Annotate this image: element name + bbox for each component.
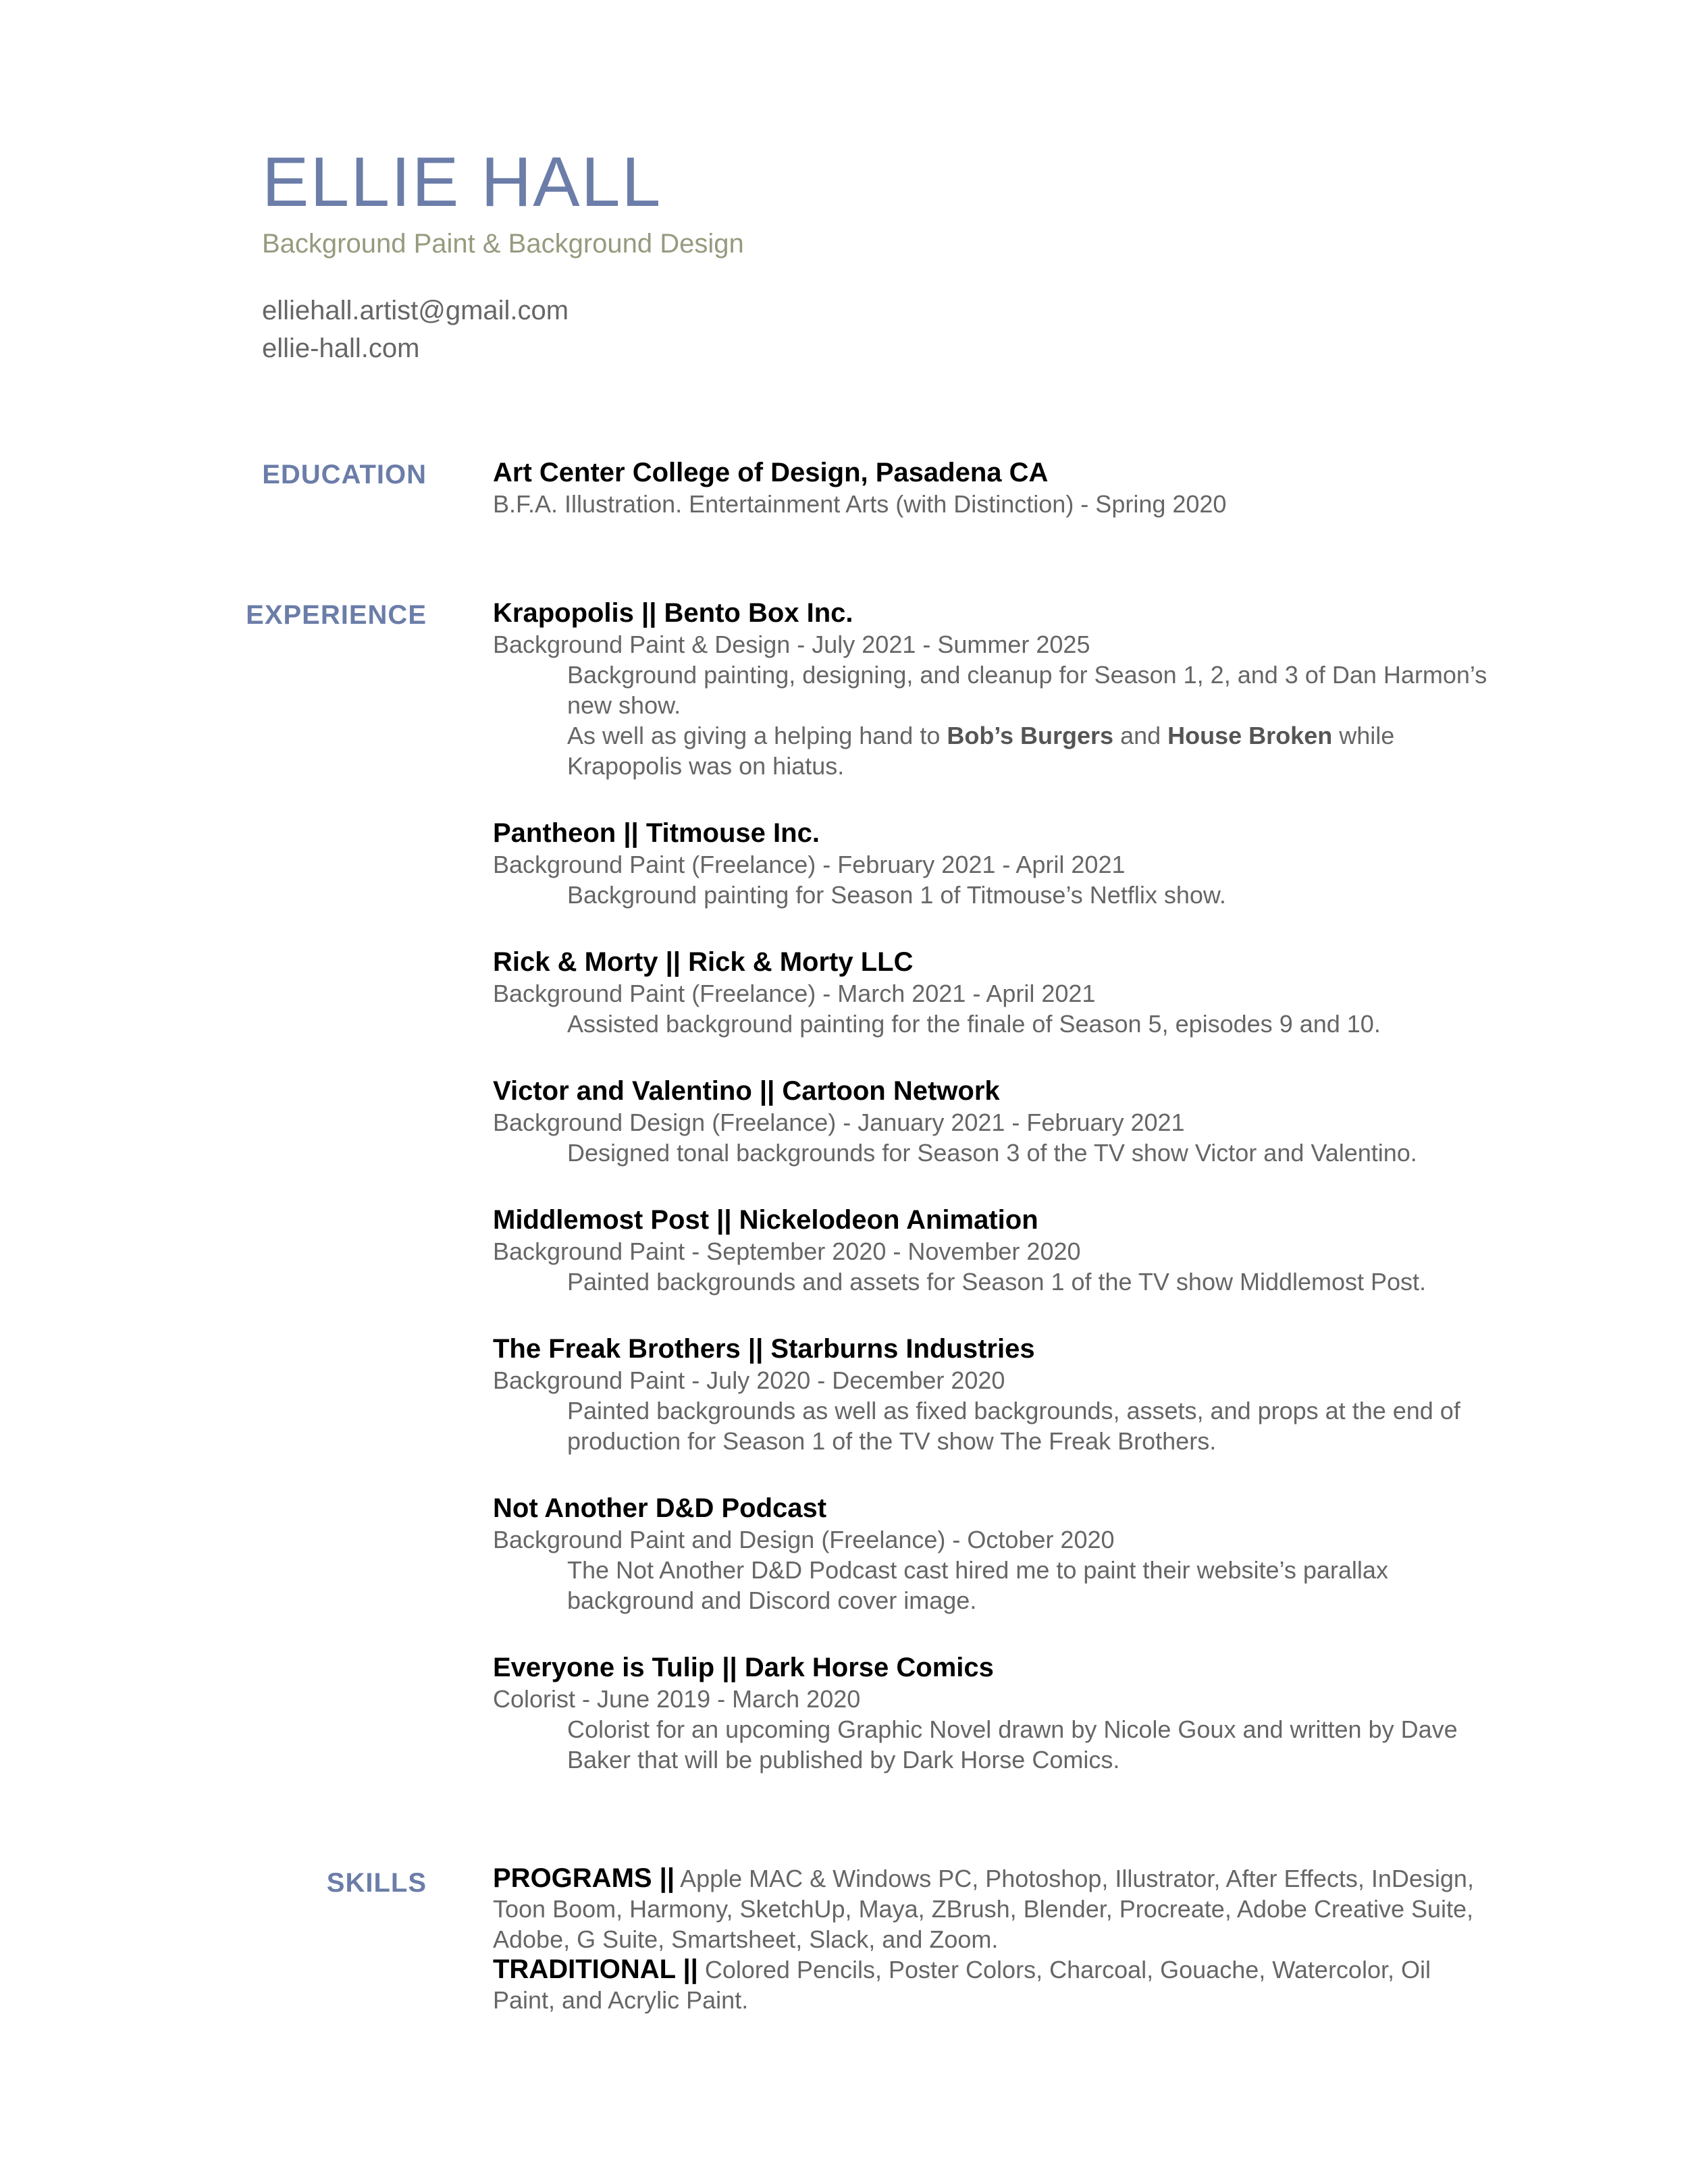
skills-traditional xyxy=(493,1954,1492,2015)
entry-description: Painted backgrounds as well as fixed backgrounds, assets, and props at the end of production for Season 1 of the TV show The Freak Brothers. xyxy=(567,1397,1460,1455)
skills-programs xyxy=(493,1863,1492,1954)
experience-entry xyxy=(493,1333,1506,1456)
entry-description: Designed tonal backgrounds for Season 3 of the TV show Victor and Valentino. xyxy=(567,1139,1417,1167)
website-link[interactable]: ellie-hall.com xyxy=(262,334,420,363)
entry-title: Rick & Morty || Rick & Morty LLC xyxy=(493,947,914,977)
entry-meta: Background Paint (Freelance) - February 2021 - April 2021 xyxy=(493,851,1126,878)
education-school: Art Center College of Design, Pasadena CA xyxy=(493,458,1049,487)
entry-meta: Background Paint and Design (Freelance) - October 2020 xyxy=(493,1526,1115,1553)
resume-subtitle: Background Paint & Background Design xyxy=(262,229,744,259)
experience-entry xyxy=(493,817,1506,910)
entry-title: Not Another D&D Podcast xyxy=(493,1493,827,1523)
education-section xyxy=(493,456,1506,519)
education-heading: EDUCATION xyxy=(262,460,427,489)
entry-description: The Not Another D&D Podcast cast hired me to paint their website’s parallax background and Discord cover image. xyxy=(567,1556,1388,1614)
skills-heading: SKILLS xyxy=(326,1868,427,1898)
desc-text: and xyxy=(1113,722,1168,749)
programs-list: Apple MAC & Windows PC, Photoshop, Illustrator, After Effects, InDesign, Toon Boom, Harmony, SketchUp, Maya, ZBrush, Blender, Procreate, Adobe Creative Suite, Adobe, G Suite, Smartsheet, Slack, and Zoom. xyxy=(493,1865,1474,1953)
email-link[interactable]: elliehall.artist@gmail.com xyxy=(262,296,569,325)
entry-description: Background painting for Season 1 of Titmouse’s Netflix show. xyxy=(567,881,1226,909)
entry-meta: Background Paint - July 2020 - December 2020 xyxy=(493,1366,1005,1394)
education-degree: B.F.A. Illustration. Entertainment Arts (with Distinction) - Spring 2020 xyxy=(493,490,1227,518)
entry-meta: Background Paint - September 2020 - November 2020 xyxy=(493,1237,1081,1265)
traditional-label: TRADITIONAL || xyxy=(493,1954,698,1984)
entry-title: The Freak Brothers || Starburns Industries xyxy=(493,1334,1035,1364)
experience-entry xyxy=(493,1075,1506,1168)
programs-label: PROGRAMS || xyxy=(493,1863,675,1893)
resume-name: ELLIE HALL xyxy=(262,143,662,221)
entry-meta: Background Design (Freelance) - January 2021 - February 2021 xyxy=(493,1109,1185,1136)
entry-description-line xyxy=(567,720,1506,781)
skills-section xyxy=(493,1863,1506,2015)
experience-entry xyxy=(493,1651,1506,1775)
entry-title: Middlemost Post || Nickelodeon Animation xyxy=(493,1205,1038,1235)
entry-title: Victor and Valentino || Cartoon Network xyxy=(493,1076,1000,1106)
entry-description: Colorist for an upcoming Graphic Novel drawn by Nicole Goux and written by Dave Baker that will be published by Dark Horse Comics. xyxy=(567,1715,1458,1774)
entry-description: Assisted background painting for the finale of Season 5, episodes 9 and 10. xyxy=(567,1010,1381,1038)
experience-section xyxy=(493,597,1506,1811)
show-name-house-broken: House Broken xyxy=(1167,722,1333,749)
entry-meta: Colorist - June 2019 - March 2020 xyxy=(493,1685,861,1713)
entry-description-line: Background painting, designing, and cleanup for Season 1, 2, and 3 of Dan Harmon’s new show. xyxy=(567,661,1487,719)
entry-title: Pantheon || Titmouse Inc. xyxy=(493,818,820,848)
contact-block xyxy=(262,292,569,367)
entry-title: Krapopolis || Bento Box Inc. xyxy=(493,598,853,628)
experience-entry xyxy=(493,597,1506,781)
entry-title: Everyone is Tulip || Dark Horse Comics xyxy=(493,1653,994,1682)
traditional-list: Colored Pencils, Poster Colors, Charcoal, Gouache, Watercolor, Oil Paint, and Acrylic Paint. xyxy=(493,1956,1431,2014)
experience-entry xyxy=(493,946,1506,1039)
desc-text: As well as giving a helping hand to xyxy=(567,722,947,749)
experience-heading: EXPERIENCE xyxy=(246,600,427,630)
experience-entry xyxy=(493,1492,1506,1616)
entry-meta: Background Paint (Freelance) - March 2021 - April 2021 xyxy=(493,980,1096,1007)
entry-description: Painted backgrounds and assets for Season 1 of the TV show Middlemost Post. xyxy=(567,1268,1427,1296)
experience-entry xyxy=(493,1204,1506,1297)
desc-text: while Krapopolis was on hiatus. xyxy=(567,722,1395,780)
entry-meta: Background Paint & Design - July 2021 - Summer 2025 xyxy=(493,631,1090,658)
show-name-bobs-burgers: Bob’s Burgers xyxy=(947,722,1114,749)
entry-description xyxy=(567,660,1506,781)
